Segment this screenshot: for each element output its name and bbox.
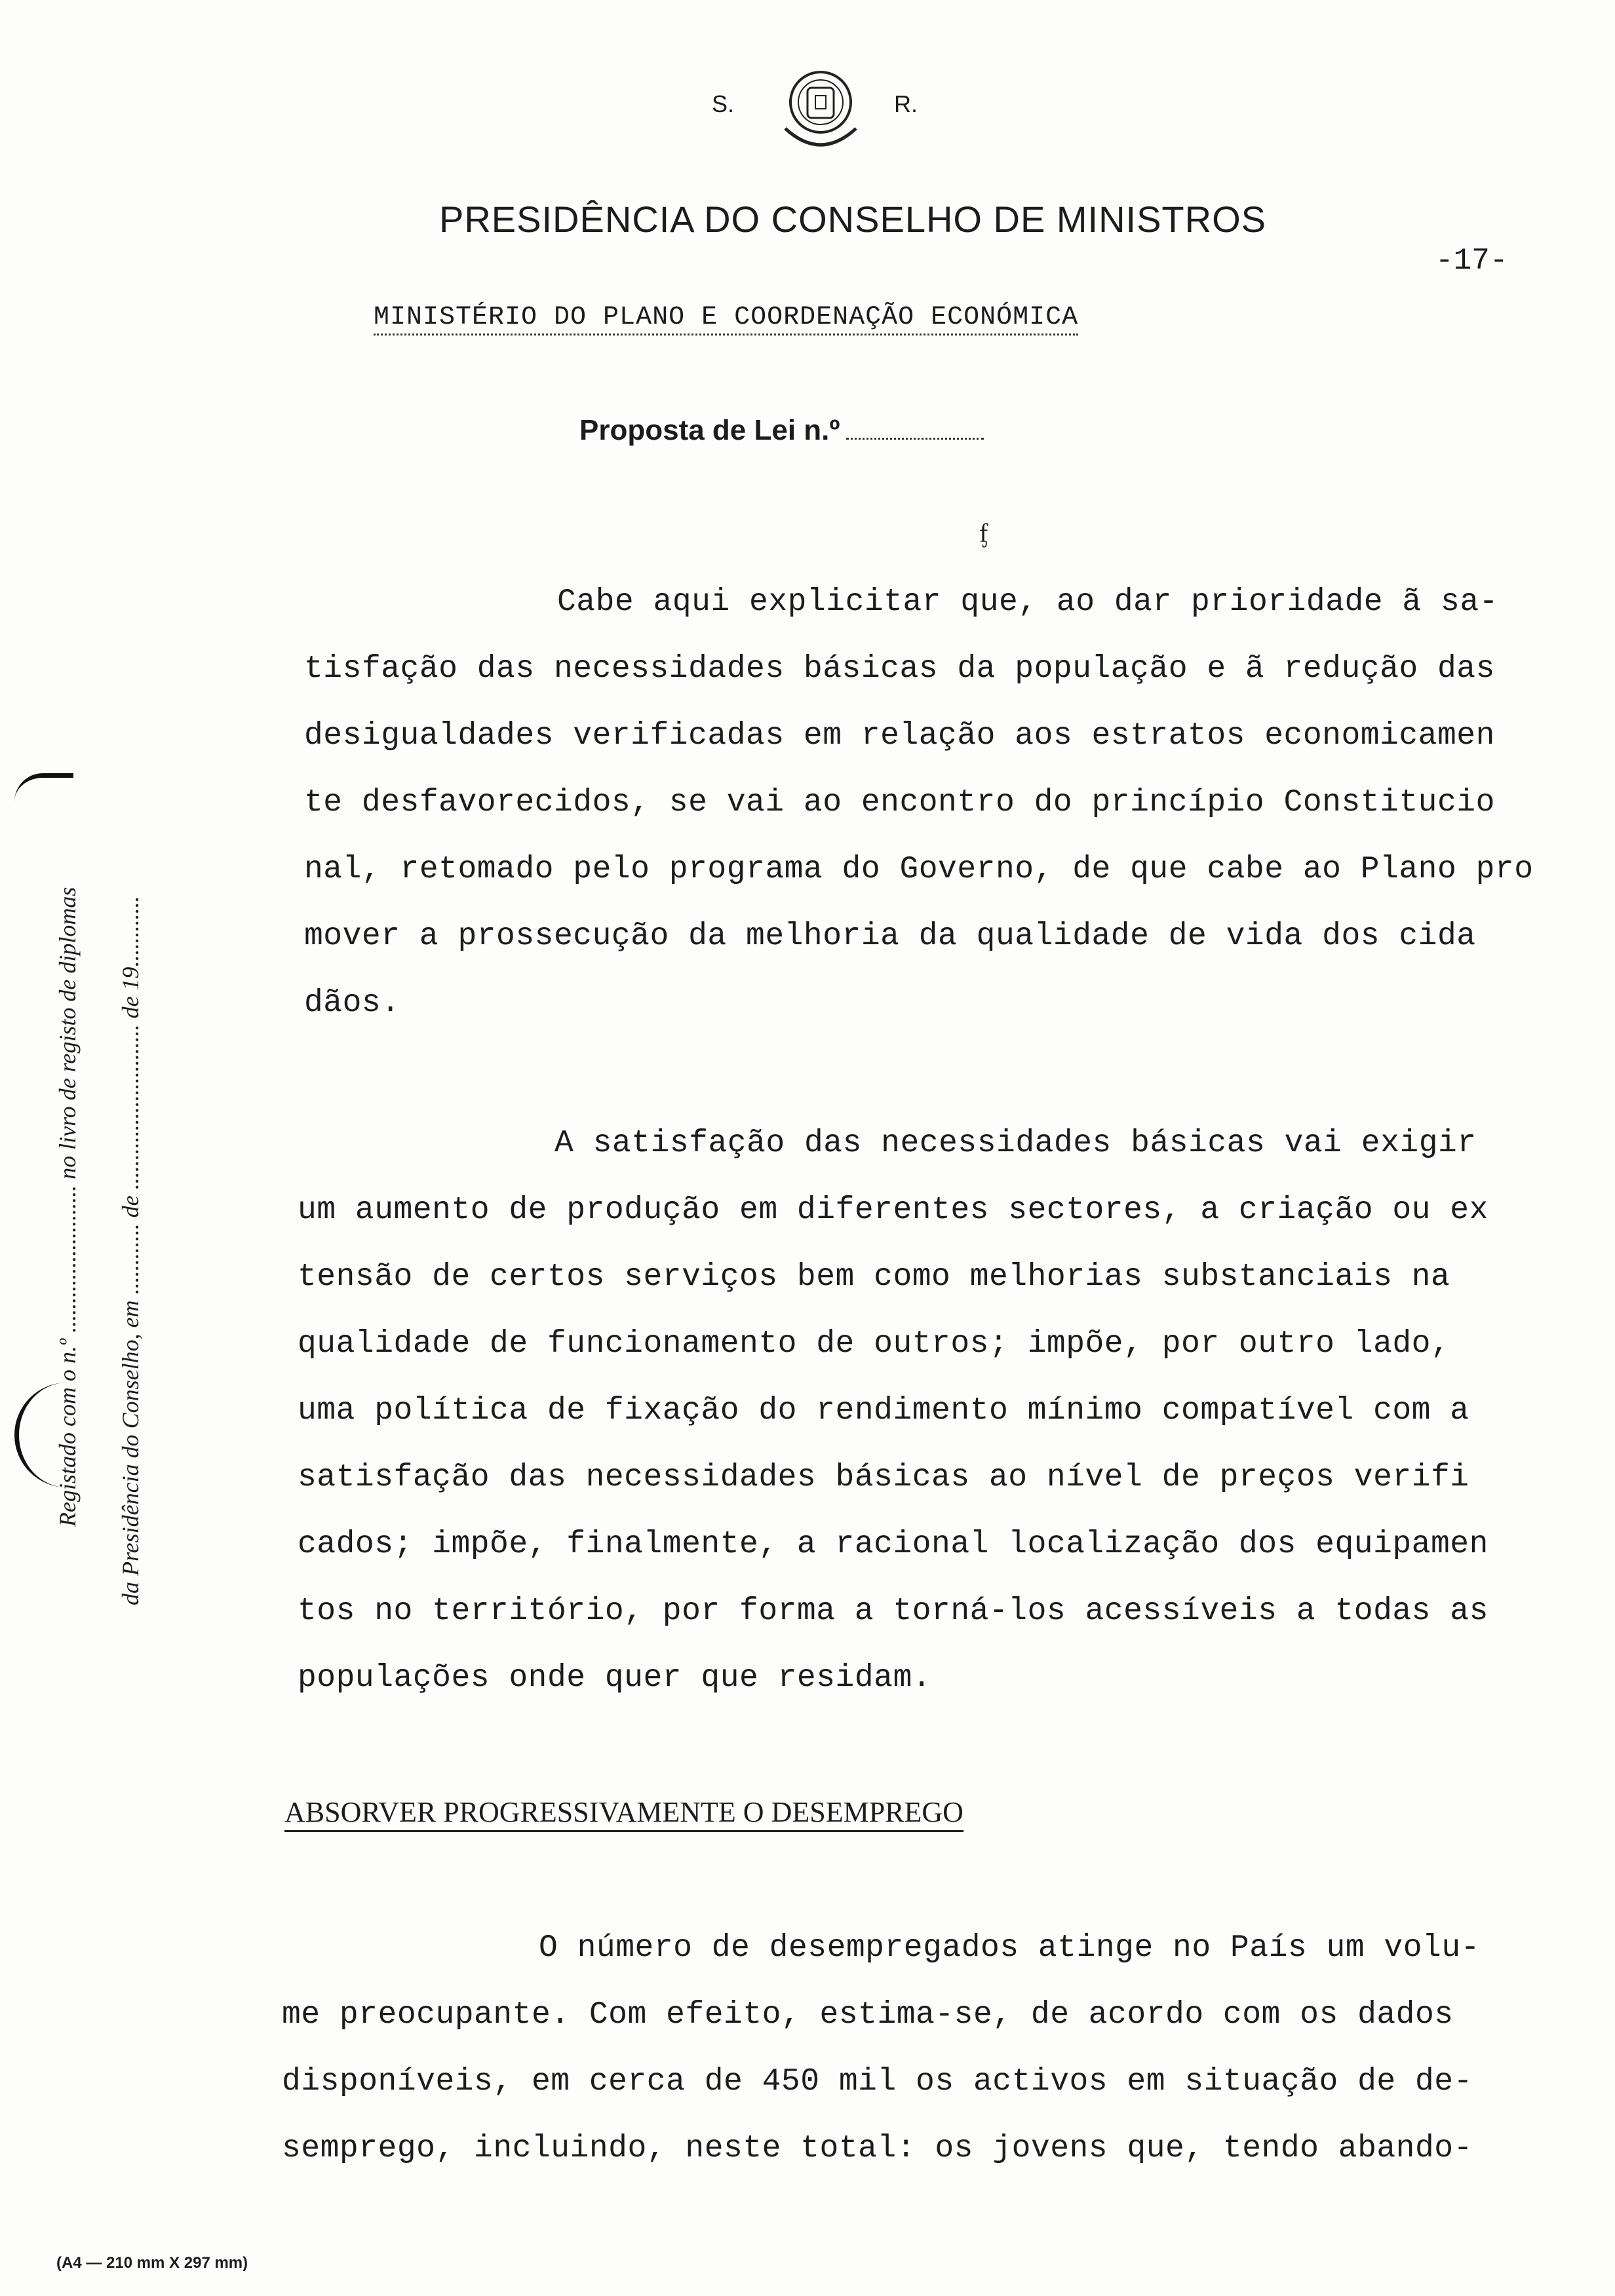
paragraph-3-line: semprego, incluindo, neste total: os jovens que, tendo abando- [282, 2131, 1473, 2166]
coat-of-arms-emblem [766, 63, 876, 161]
paragraph-2-line: uma política de fixação do rendimento mínimo compatível com a [298, 1393, 1469, 1428]
paragraph-1-line: dãos. [304, 985, 400, 1021]
paragraph-2-line: A satisfação das necessidades básicas vai exigir [555, 1126, 1477, 1161]
margin-bracket-top [14, 773, 73, 830]
paragraph-1-line: te desfavorecidos, se vai ao encontro do princípio Constitucio [304, 785, 1495, 820]
paragraph-2-line: qualidade de funcionamento de outros; impõe, por outro lado, [298, 1326, 1450, 1362]
paragraph-1-line: desigualdades verificadas em relação aos estratos economicamen [304, 718, 1495, 754]
paper-size-footer: (A4 — 210 mm X 297 mm) [56, 2254, 248, 2272]
paragraph-1-line: mover a prossecução da melhoria da qualidade de vida dos cida [304, 919, 1476, 954]
paragraph-2-line: satisfação das necessidades básicas ao nível de preços verifi [298, 1460, 1469, 1495]
paragraph-3-line: O número de desempregados atinge no País um volu- [539, 1930, 1480, 1966]
margin-registration-line-1: Registado com o n.º ......................... no livro de registo de diplomas [54, 887, 81, 1527]
paragraph-2-line: populações onde quer que residam. [298, 1660, 932, 1696]
paragraph-1-line: nal, retomado pelo programa do Governo, de que cabe ao Plano pro [304, 852, 1534, 887]
section-heading: ABSORVER PROGRESSIVAMENTE O DESEMPREGO [284, 1795, 963, 1832]
margin-registration-line-2: da Presidência do Conselho, em ............ de ............................ de 19............ [117, 896, 144, 1605]
paragraph-3-line: me preocupante. Com efeito, estima-se, de acordo com os dados [282, 1997, 1454, 2033]
page-number: -17- [1435, 244, 1508, 278]
presidencia-title: PRESIDÊNCIA DO CONSELHO DE MINISTROS [439, 199, 1266, 240]
paragraph-1-line: Cabe aqui explicitar que, ao dar prioridade ã sa- [557, 584, 1498, 620]
handwritten-mark: ᶂ [979, 518, 988, 548]
header-r-letter: R. [894, 90, 918, 117]
paragraph-1-line: tisfação das necessidades básicas da população e ã redução das [304, 651, 1495, 687]
paragraph-3-line: disponíveis, em cerca de 450 mil os activos em situação de de- [282, 2064, 1473, 2099]
paragraph-2-line: um aumento de produção em diferentes sectores, a criação ou ex [298, 1193, 1489, 1228]
proposta-text: Proposta de Lei n.º [579, 414, 840, 446]
ministerio-subtitle: MINISTÉRIO DO PLANO E COORDENAÇÃO ECONÓMICA [374, 303, 1078, 335]
header-s-letter: S. [712, 90, 735, 117]
paragraph-2-line: tensão de certos serviços bem como melhorias substanciais na [298, 1259, 1450, 1295]
paragraph-2-line: tos no território, por forma a torná-los acessíveis a todas as [298, 1594, 1489, 1629]
proposta-blank [846, 438, 984, 440]
paragraph-2-line: cados; impõe, finalmente, a racional localização dos equipamen [298, 1527, 1489, 1562]
proposta-label [579, 414, 984, 447]
